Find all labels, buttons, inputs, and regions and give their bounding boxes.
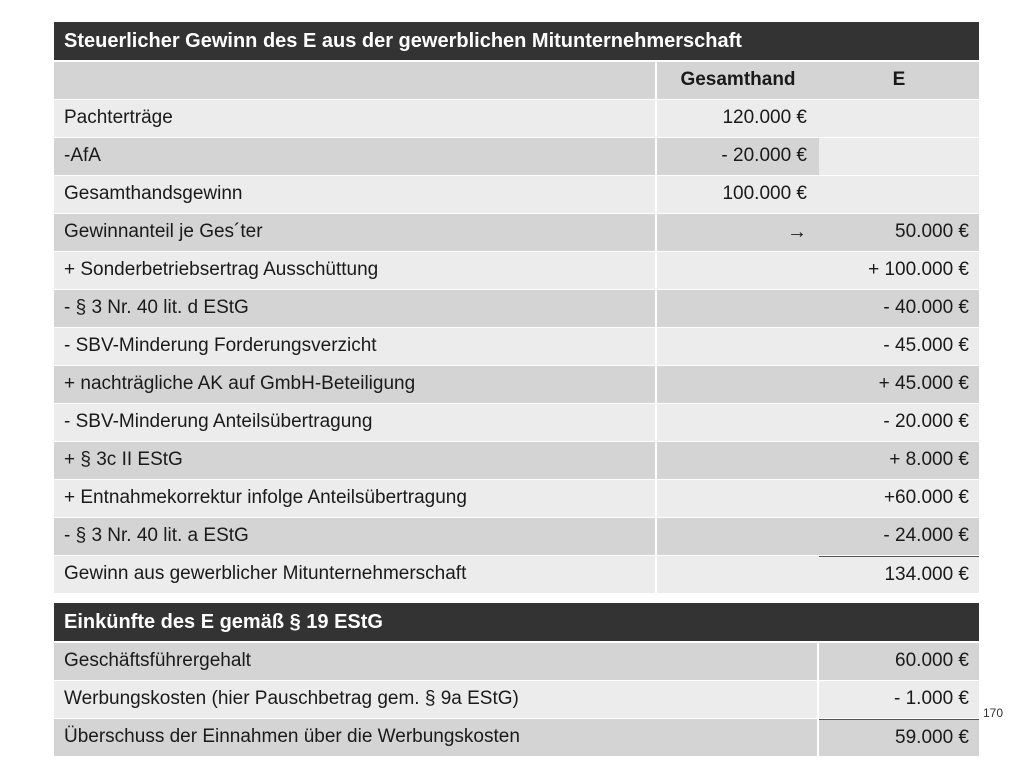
row-e-value: [819, 176, 979, 213]
table-row: [54, 290, 979, 327]
row-e-value: 50.000 €: [819, 214, 979, 251]
row-label: Pachterträge: [54, 100, 655, 137]
row-gesamthand-value: [657, 480, 819, 517]
table-row: [54, 328, 979, 365]
row-e-value: + 100.000 €: [819, 252, 979, 289]
row-e-value: [819, 138, 979, 175]
row-e-value: + 8.000 €: [819, 442, 979, 479]
profit-table: [54, 22, 979, 594]
row-e-value: - 24.000 €: [819, 518, 979, 555]
row-e-value: - 20.000 €: [819, 404, 979, 441]
table-row: [54, 214, 979, 251]
row-gesamthand-value: - 20.000 €: [657, 138, 819, 175]
table-row: [54, 480, 979, 517]
row-label: + § 3c II EStG: [54, 442, 655, 479]
row-gesamthand-value: 100.000 €: [657, 176, 819, 213]
row-label: + nachträgliche AK auf GmbH-Beteiligung: [54, 366, 655, 403]
table-row: [54, 176, 979, 213]
row-gesamthand-value: [657, 252, 819, 289]
right-arrow-icon: →: [657, 214, 819, 251]
row-label: - § 3 Nr. 40 lit. a EStG: [54, 518, 655, 555]
row-e-value: +60.000 €: [819, 480, 979, 517]
row-label: + Entnahmekorrektur infolge Anteilsübertragung: [54, 480, 655, 517]
table-row: [54, 404, 979, 441]
row-gesamthand-value: [657, 290, 819, 327]
row-label: + Sonderbetriebsertrag Ausschüttung: [54, 252, 655, 289]
table-row: [54, 442, 979, 479]
income-table: [54, 603, 979, 757]
row-label: Gewinnanteil je Ges´ter: [54, 214, 655, 251]
row-e-value: - 40.000 €: [819, 290, 979, 327]
row-label: Gewinn aus gewerblicher Mitunternehmerschaft: [54, 556, 655, 593]
row-value: 60.000 €: [819, 643, 979, 680]
row-label: - § 3 Nr. 40 lit. d EStG: [54, 290, 655, 327]
profit-table-title: Steuerlicher Gewinn des E aus der gewerblichen Mitunternehmerschaft: [54, 22, 979, 60]
table-row: [54, 518, 979, 555]
row-gesamthand-value: 120.000 €: [657, 100, 819, 137]
table-row-total: [54, 556, 979, 593]
row-gesamthand-value: [657, 442, 819, 479]
row-gesamthand-value: [657, 518, 819, 555]
table-row: [54, 100, 979, 137]
row-label: -AfA: [54, 138, 655, 175]
table-row-total: [54, 719, 979, 756]
table-row: [54, 681, 979, 718]
row-gesamthand-value: [657, 404, 819, 441]
table-row: [54, 252, 979, 289]
page-number: 170: [983, 706, 1004, 720]
row-label: - SBV-Minderung Forderungsverzicht: [54, 328, 655, 365]
row-gesamthand-value: [657, 556, 819, 593]
row-e-value: - 45.000 €: [819, 328, 979, 365]
row-e-value: + 45.000 €: [819, 366, 979, 403]
row-label: - SBV-Minderung Anteilsübertragung: [54, 404, 655, 441]
row-gesamthand-value: [657, 366, 819, 403]
table-row: [54, 643, 979, 680]
row-e-value: [819, 100, 979, 137]
income-table-title: Einkünfte des E gemäß § 19 EStG: [54, 603, 979, 641]
table-row: [54, 366, 979, 403]
total-value: 134.000 €: [819, 556, 979, 593]
row-label: Gesamthandsgewinn: [54, 176, 655, 213]
column-header-gesamthand: Gesamthand: [657, 62, 819, 99]
row-value: - 1.000 €: [819, 681, 979, 718]
column-header-row: [54, 62, 979, 99]
table-row: [54, 138, 979, 175]
row-label: Überschuss der Einnahmen über die Werbungskosten: [54, 719, 817, 756]
row-label: Werbungskosten (hier Pauschbetrag gem. § 9a EStG): [54, 681, 817, 718]
row-label: Geschäftsführergehalt: [54, 643, 817, 680]
column-header-e: E: [819, 62, 979, 99]
column-header-blank: [54, 62, 655, 99]
row-gesamthand-value: [657, 328, 819, 365]
total-value: 59.000 €: [819, 719, 979, 756]
